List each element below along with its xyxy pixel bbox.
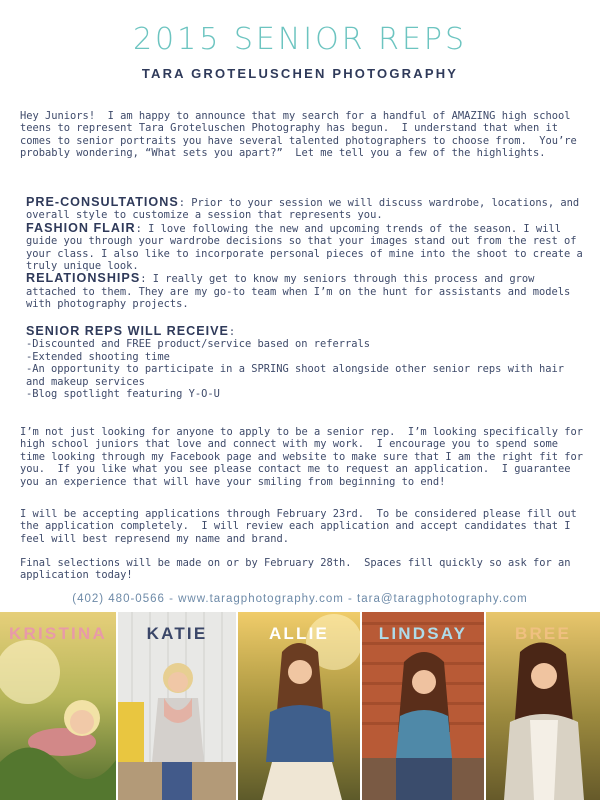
photo-lindsay xyxy=(360,612,484,800)
highlight-relationships: RELATIONSHIPS: I really get to know my seniors through this process and grow attached to them. They are my go-to team when I’m on the hunt for assistants and models with photography projects. xyxy=(26,271,571,311)
contact-line[interactable]: (402) 480-0566 - www.taragphotography.com - tara@taragphotography.com xyxy=(72,593,528,605)
studio-name: TARA GROTELUSCHEN PHOTOGRAPHY xyxy=(141,66,459,81)
receive-section: SENIOR REPS WILL RECEIVE: -Discounted and FREE product/service based on referrals -Extended shooting time -An opportunity to participate in a SPRING shoot alongside other senior reps with hair and makeup services -Blog spotlight featuring Y-O-U xyxy=(26,325,586,400)
photo-strip xyxy=(0,612,600,800)
page-title: 2015 SENIOR REPS xyxy=(132,22,468,57)
list-item: -Discounted and FREE product/service based on referrals xyxy=(26,338,371,351)
rep-name: KATIE xyxy=(146,624,208,643)
highlight-label: FASHION FLAIR xyxy=(26,220,136,235)
receive-label: SENIOR REPS WILL RECEIVE xyxy=(26,324,229,338)
highlights-section xyxy=(26,196,586,311)
photo-allie xyxy=(236,612,360,800)
list-item: -Blog spotlight featuring Y-O-U xyxy=(26,388,220,401)
highlight-text: I love following the new and upcoming trends of the season. I will guide you through your wardrobe decisions so that your images stand out from the rest of your class. I also like to incorporate personal pieces of mine into the shoot to create a truly unique look. xyxy=(26,222,583,273)
highlight-pre-consultations: PRE-CONSULTATIONS: Prior to your session we will discuss wardrobe, locations, and overall style to customize a session that represents you. xyxy=(26,195,580,222)
photo-bree xyxy=(484,612,600,800)
body-paragraph-1: I’m not just looking for anyone to apply to be a senior rep. I’m looking specifically for high school juniors that love and connect with my work. I encourage you to spend some time looking through my Facebook page and website to make sure that I am the right fit for you. If you like what you see please contact me to request an application. I guarantee you an experience that will have your smiling from beginning to end! xyxy=(20,426,590,488)
rep-name: KRISTINA xyxy=(9,624,107,643)
list-item: -An opportunity to participate in a SPRING shoot alongside other senior reps with hair and makeup services xyxy=(26,363,564,388)
rep-name: LINDSAY xyxy=(378,624,468,643)
photo-katie xyxy=(116,612,236,800)
intro-paragraph: Hey Juniors! I am happy to announce that my search for a handful of AMAZING high school teens to represent Tara Groteluschen Photography has begun. I understand that when it comes to senior portraits you have several talented photographers to choose from. You’re probably wondering, “What sets you apart?” Let me tell you a few of the highlights. xyxy=(20,110,584,160)
highlight-text: Prior to your session we will discuss wardrobe, locations, and overall style to customize a session that represents you. xyxy=(26,197,580,222)
highlight-label: PRE-CONSULTATIONS xyxy=(26,195,179,209)
body-paragraph-3: Final selections will be made on or by February 28th. Spaces fill quickly so ask for an application today! xyxy=(20,557,577,582)
rep-name: ALLIE xyxy=(268,624,330,643)
rep-name: BREE xyxy=(514,624,572,643)
photo-kristina xyxy=(0,612,116,800)
highlight-fashion-flair: FASHION FLAIR: I love following the new and upcoming trends of the season. I will guide you through your wardrobe decisions so that your images stand out from the rest of your class. I also like to incorporate personal pieces of mine into the shoot to create a truly unique look. xyxy=(26,220,583,273)
list-item: -Extended shooting time xyxy=(26,350,170,363)
highlight-text: I really get to know my seniors through this process and grow attached to them. They are my go-to team when I’m on the hunt for assistants and models with photography projects. xyxy=(26,273,571,311)
body-paragraph-2: I will be accepting applications through February 23rd. To be considered please fill out the application completely. I will review each application and accept candidates that I feel will best represend my name and brand. xyxy=(20,508,584,545)
highlight-label: RELATIONSHIPS xyxy=(26,271,141,286)
receive-list xyxy=(26,338,586,400)
